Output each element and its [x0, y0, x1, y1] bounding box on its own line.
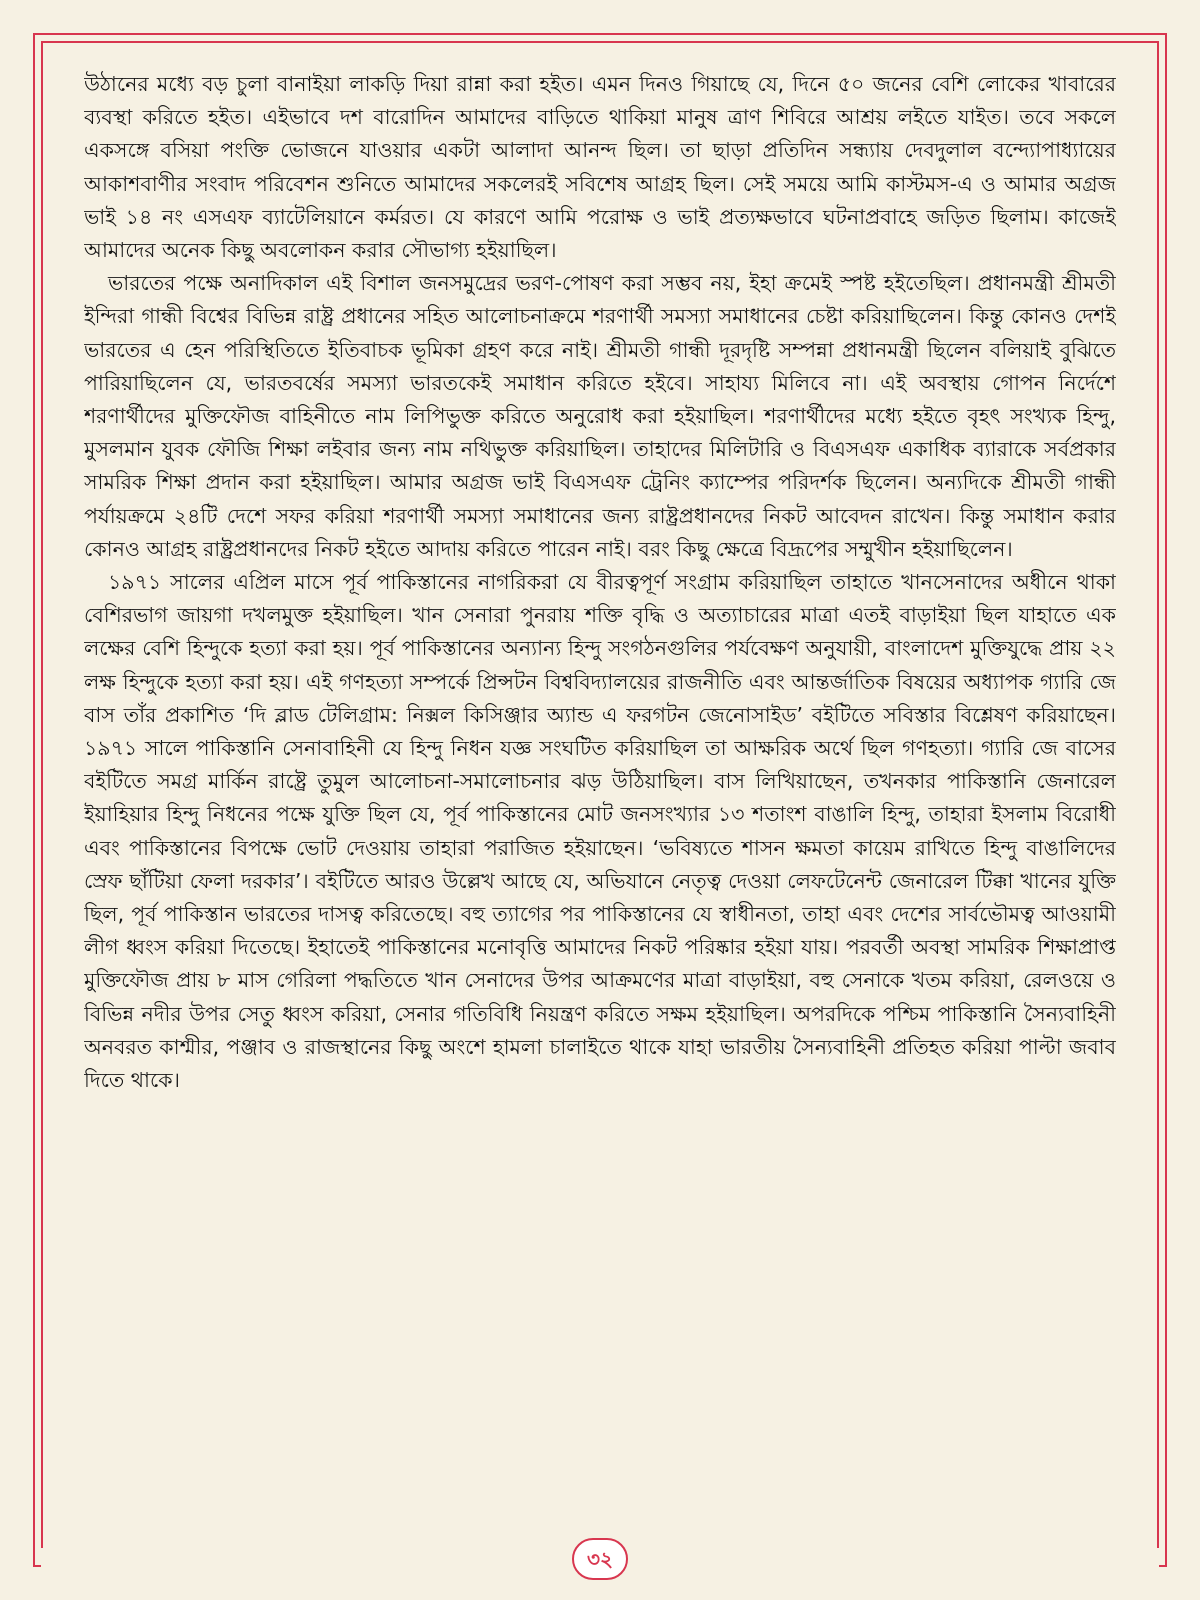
- paragraph-1: উঠানের মধ্যে বড় চুলা বানাইয়া লাকড়ি দিয়া রান্না করা হইত। এমন দিনও গিয়াছে যে, দিনে ৫০ জনের বেশি লোকের খাবারের ব্যবস্থা করিতে হইত। এইভাবে দশ বারোদিন আমাদের বাড়িতে থাকিয়া মানুষ ত্রাণ শিবিরে আশ্রয় লইতে যাইত। তবে সকলে একসঙ্গে বসিয়া পংক্তি ভোজনে যাওয়ার একটা আলাদা আনন্দ ছিল। তা ছাড়া প্রতিদিন সন্ধ্যায় দেবদুলাল বন্দ্যোপাধ্যায়ের আকাশবাণীর সংবাদ পরিবেশন শুনিতে আমাদের সকলেরই সবিশেষ আগ্রহ ছিল। সেই সময়ে আমি কাস্টমস-এ ও আমার অগ্রজ ভাই ১৪ নং এসএফ ব্যাটেলিয়ানে কর্মরত। যে কারণে আমি পরোক্ষ ও ভাই প্রত্যক্ষভাবে ঘটনাপ্রবাহে জড়িত ছিলাম। কাজেই আমাদের অনেক কিছু অবলোকন করার সৌভাগ্য হইয়াছিল।: [84, 72, 1116, 263]
- paragraph-3: ১৯৭১ সালের এপ্রিল মাসে পূর্ব পাকিস্তানের নাগরিকরা যে বীরত্বপূর্ণ সংগ্রাম করিয়াছিল তাহাতে খানসেনাদের অধীনে থাকা বেশিরভাগ জায়গা দখলমুক্ত হইয়াছিল। খান সেনারা পুনরায় শক্তি বৃদ্ধি ও অত্যাচারের মাত্রা এতই বাড়াইয়া ছিল যাহাতে এক লক্ষের বেশি হিন্দুকে হত্যা করা হয়। পূর্ব পাকিস্তানের অন্যান্য হিন্দু সংগঠনগুলির পর্যবেক্ষণ অনুযায়ী, বাংলাদেশ মুক্তিযুদ্ধে প্রায় ২২ লক্ষ হিন্দুকে হত্যা করা হয়। এই গণহত্যা সম্পর্কে প্রিন্সটন বিশ্ববিদ্যালয়ের রাজনীতি এবং আন্তর্জাতিক বিষয়ের অধ্যাপক গ্যারি জে বাস তাঁর প্রকাশিত ‘দি ব্লাড টেলিগ্রাম: নিক্সল কিসিঞ্জার অ্যান্ড এ ফরগটন জেনোসাইড’ বইটিতে সবিস্তার বিশ্লেষণ করিয়াছেন। ১৯৭১ সালে পাকিস্তানি সেনাবাহিনী যে হিন্দু নিধন যজ্ঞ সংঘটিত করিয়াছিল তা আক্ষরিক অর্থে ছিল গণহত্যা। গ্যারি জে বাসের বইটিতে সমগ্র মার্কিন রাষ্ট্রে তুমুল আলোচনা-সমালোচনার ঝড় উঠিয়াছিল। বাস লিখিয়াছেন, তখনকার পাকিস্তানি জেনারেল ইয়াহিয়ার হিন্দু নিধনের পক্ষে যুক্তি ছিল যে, পূর্ব পাকিস্তানের মোট জনসংখ্যার ১৩ শতাংশ বাঙালি হিন্দু, তাহারা ইসলাম বিরোধী এবং পাকিস্তানের বিপক্ষে ভোট দেওয়ায় তাহারা পরাজিত হইয়াছেন। ‘ভবিষ্যতে শাসন ক্ষমতা কায়েম রাখিতে হিন্দু বাঙালিদের স্রেফ ছাঁটিয়া ফেলা দরকার’। বইটিতে আরও উল্লেখ আছে যে, অভিযানে নেতৃত্ব দেওয়া লেফটেনেন্ট জেনারেল টিক্কা খানের যুক্তি ছিল, পূর্ব পাকিস্তান ভারতের দাসত্ব করিতেছে। বহু ত্যাগের পর পাকিস্তানের যে স্বাধীনতা, তাহা এবং দেশের সার্বভৌমত্ব আওয়ামী লীগ ধ্বংস করিয়া দিতেছে। ইহাতেই পাকিস্তানের মনোবৃত্তি আমাদের নিকট পরিষ্কার হইয়া যায়। পরবর্তী অবস্থা সামরিক শিক্ষাপ্রাপ্ত মুক্তিফৌজ প্রায় ৮ মাস গেরিলা পদ্ধতিতে খান সেনাদের উপর আক্রমণের মাত্রা বাড়াইয়া, বহু সেনাকে খতম করিয়া, রেলওয়ে ও বিভিন্ন নদীর উপর সেতু ধ্বংস করিয়া, সেনার গতিবিধি নিয়ন্ত্রণ করিতে সক্ষম হইয়াছিল। অপরদিকে পশ্চিম পাকিস্তানি সৈন্যবাহিনী অনবরত কাশ্মীর, পঞ্জাব ও রাজস্থানের কিছু অংশে হামলা চালাইতে থাকে যাহা ভারতীয় সৈন্যবাহিনী প্রতিহত করিয়া পাল্টা জবাব দিতে থাকে।: [84, 570, 1116, 1093]
- page-number-badge: ৩২: [572, 1538, 628, 1580]
- paragraph-2: ভারতের পক্ষে অনাদিকাল এই বিশাল জনসমুদ্রের ভরণ-পোষণ করা সম্ভব নয়, ইহা ক্রমেই স্পষ্ট হইতেছিল। প্রধানমন্ত্রী শ্রীমতী ইন্দিরা গান্ধী বিশ্বের বিভিন্ন রাষ্ট্র প্রধানের সহিত আলোচনাক্রমে শরণার্থী সমস্যা সমাধানের চেষ্টা করিয়াছিলেন। কিন্তু কোনও দেশই ভারতের এ হেন পরিস্থিতিতে ইতিবাচক ভূমিকা গ্রহণ করে নাই। শ্রীমতী গান্ধী দূরদৃষ্টি সম্পন্না প্রধানমন্ত্রী ছিলেন বলিয়াই বুঝিতে পারিয়াছিলেন যে, ভারতবর্ষের সমস্যা ভারতকেই সমাধান করিতে হইবে। সাহায্য মিলিবে না। এই অবস্থায় গোপন নির্দেশে শরণার্থীদের মুক্তিফৌজ বাহিনীতে নাম লিপিভুক্ত করিতে অনুরোধ করা হইয়াছিল। শরণার্থীদের মধ্যে হইতে বৃহৎ সংখ্যক হিন্দু, মুসলমান যুবক ফৌজি শিক্ষা লইবার জন্য নাম নথিভুক্ত করিয়াছিল। তাহাদের মিলিটারি ও বিএসএফ একাধিক ব্যারাকে সর্বপ্রকার সামরিক শিক্ষা প্রদান করা হইয়াছিল। আমার অগ্রজ ভাই বিএসএফ ট্রেনিং ক্যাম্পের পরিদর্শক ছিলেন। অন্যদিকে শ্রীমতী গান্ধী পর্যায়ক্রমে ২৪টি দেশে সফর করিয়া শরণার্থী সমস্যা সমাধানের জন্য রাষ্ট্রপ্রধানদের নিকট আবেদন রাখেন। কিন্তু সমাধান করার কোনও আগ্রহ রাষ্ট্রপ্রধানদের নিকট হইতে আদায় করিতে পারেন নাই। বরং কিছু ক্ষেত্রে বিদ্রূপের সম্মুখীন হইয়াছিলেন।: [84, 271, 1116, 561]
- page-body: [84, 68, 1116, 1498]
